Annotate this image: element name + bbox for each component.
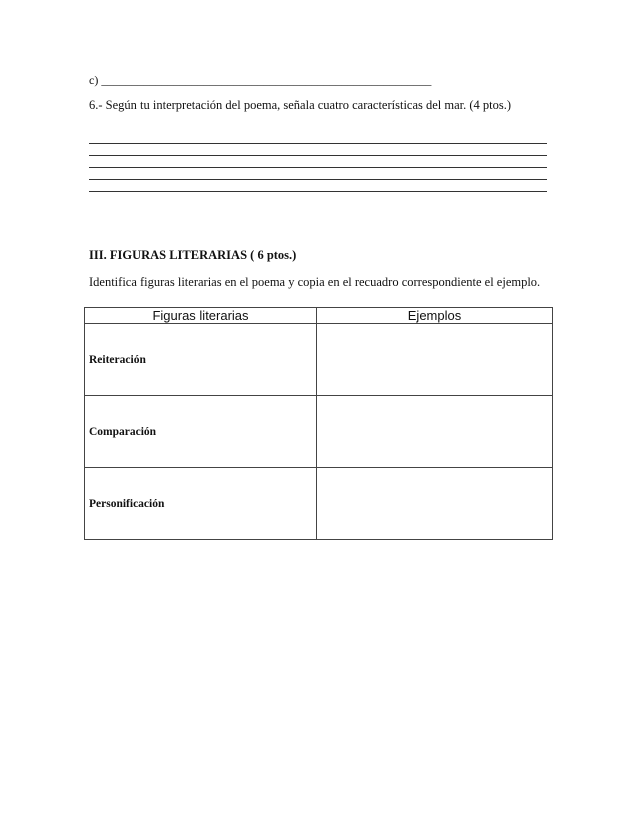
table-row [85, 396, 553, 468]
figure-label: Comparación [85, 396, 317, 468]
figure-label: Personificación [85, 468, 317, 540]
answer-line-c: c) _______________________________________________________ [89, 73, 432, 87]
header-ejemplos: Ejemplos [317, 308, 553, 324]
example-cell[interactable] [317, 324, 553, 396]
answer-line [89, 180, 547, 192]
answer-line [89, 156, 547, 168]
table-header-row [85, 308, 553, 324]
answer-line [89, 132, 547, 144]
table-row [85, 324, 553, 396]
answer-lines [89, 132, 547, 192]
answer-line [89, 144, 547, 156]
answer-line [89, 168, 547, 180]
header-figuras: Figuras literarias [85, 308, 317, 324]
figure-label: Reiteración [85, 324, 317, 396]
example-cell[interactable] [317, 396, 553, 468]
section-title: III. FIGURAS LITERARIAS ( 6 ptos.) [89, 248, 297, 262]
section-instruction: Identifica figuras literarias en el poema y copia en el recuadro correspondiente el ejemplo. [89, 275, 541, 289]
table-row [85, 468, 553, 540]
example-cell[interactable] [317, 468, 553, 540]
figures-table [84, 307, 553, 540]
question-6: 6.- Según tu interpretación del poema, señala cuatro características del mar. (4 ptos.) [89, 98, 512, 112]
